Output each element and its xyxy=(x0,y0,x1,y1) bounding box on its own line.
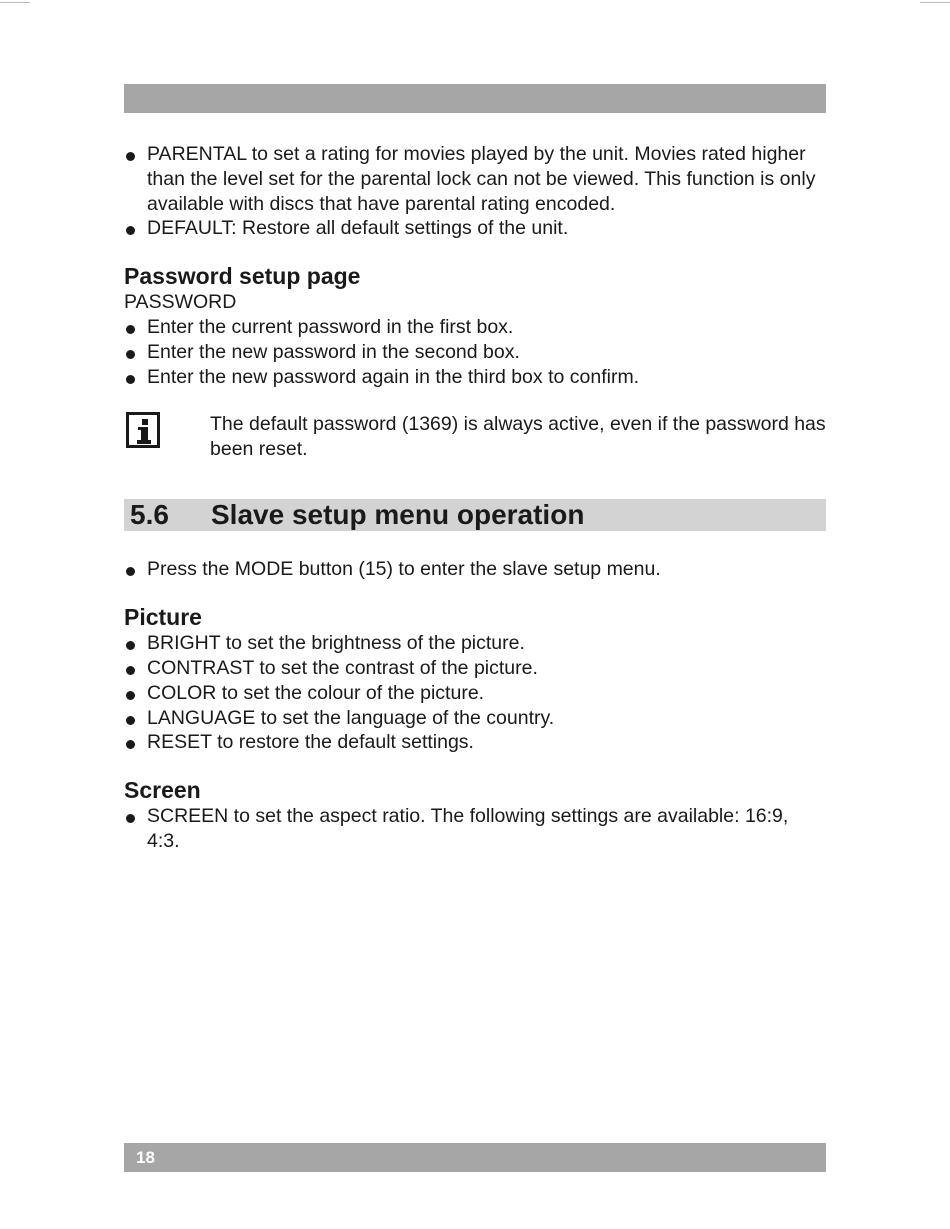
list-item: Enter the current password in the first box. xyxy=(124,315,826,340)
list-item: CONTRAST to set the contrast of the picture. xyxy=(124,656,826,681)
picture-heading: Picture xyxy=(124,604,202,631)
list-item: SCREEN to set the aspect ratio. The following settings are available: 16:9, 4:3. xyxy=(124,804,826,854)
list-item: PARENTAL to set a rating for movies played by the unit. Movies rated higher than the level set for the parental lock can not be viewed. This function is only available with discs that have parental rating encoded. xyxy=(124,142,826,216)
list-item: COLOR to set the colour of the picture. xyxy=(124,681,826,706)
section-intro-list xyxy=(124,557,826,582)
page-number: 18 xyxy=(136,1148,155,1167)
list-item: LANGUAGE to set the language of the country. xyxy=(124,706,826,731)
section-title: Slave setup menu operation xyxy=(211,499,585,531)
list-item: DEFAULT: Restore all default settings of the unit. xyxy=(124,216,826,241)
page-content xyxy=(124,142,826,854)
list-item: RESET to restore the default settings. xyxy=(124,730,826,755)
screen-heading: Screen xyxy=(124,777,201,804)
header-bar xyxy=(124,84,826,113)
list-item: BRIGHT to set the brightness of the picture. xyxy=(124,631,826,656)
crop-mark-left xyxy=(0,2,30,3)
list-item: Press the MODE button (15) to enter the slave setup menu. xyxy=(124,557,826,582)
section-number: 5.6 xyxy=(130,499,169,531)
picture-list xyxy=(124,631,826,755)
info-icon xyxy=(126,412,160,448)
list-item: Enter the new password again in the third box to confirm. xyxy=(124,365,826,390)
screen-list xyxy=(124,804,826,854)
footer-bar xyxy=(124,1143,826,1172)
info-note xyxy=(124,412,826,468)
password-list xyxy=(124,315,826,389)
intro-list xyxy=(124,142,826,241)
section-header xyxy=(124,499,826,531)
note-text: The default password (1369) is always active, even if the password has been reset. xyxy=(210,413,826,461)
crop-mark-right xyxy=(920,2,950,3)
list-item: Enter the new password in the second box. xyxy=(124,340,826,365)
password-label: PASSWORD xyxy=(124,291,237,314)
password-heading: Password setup page xyxy=(124,263,361,290)
